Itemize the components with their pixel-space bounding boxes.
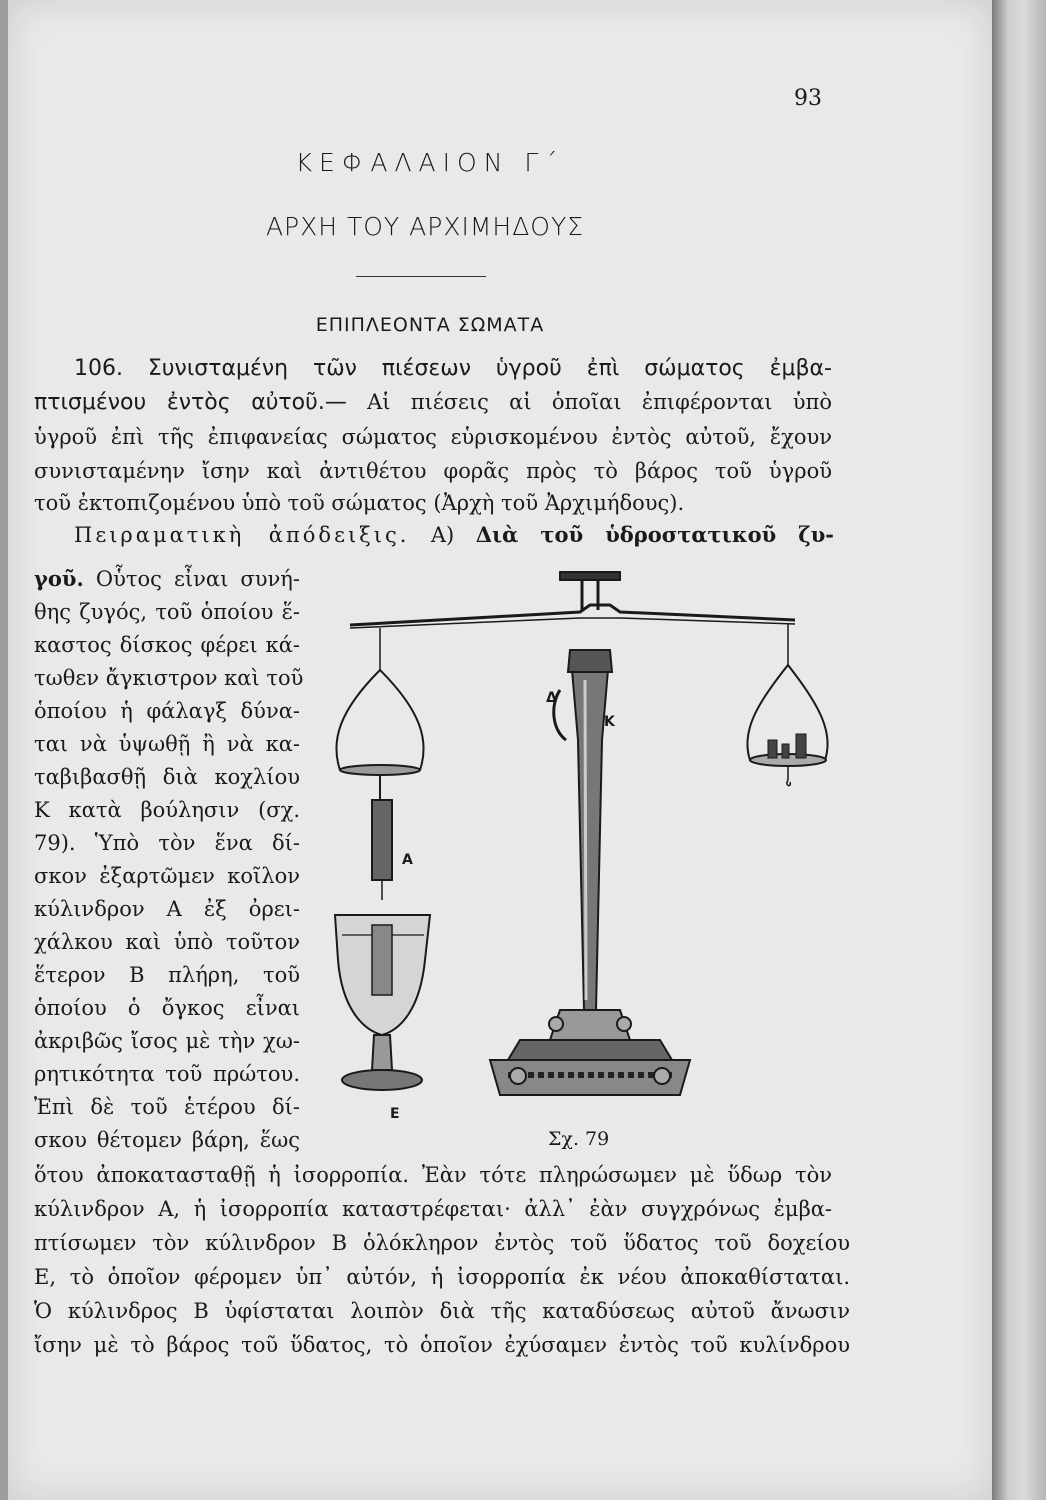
paragraph-line: Ὁ κύλινδρος Β ὑφίσταται λοιπὸν διὰ τῆς καταδύσεως αὐτοῦ ἄνωσιν — [34, 1299, 850, 1323]
paragraph-line: ἴσην μὲ τὸ βάρος τοῦ ὕδατος, τὸ ὁποῖον ἐχύσαμεν ἐντὸς τοῦ κυλίνδρου — [34, 1333, 850, 1357]
page-gutter — [0, 0, 8, 1500]
paragraph-line: ὁποίου ἡ φάλαγξ δύνα- — [34, 699, 300, 723]
paragraph-line — [34, 387, 832, 418]
paragraph-line: ἀκριβῶς ἴσος μὲ τὴν χω- — [34, 1029, 300, 1053]
paragraph-line: ὁποίου ὁ ὄγκος εἶναι — [34, 996, 300, 1020]
paragraph-line: τοῦ ἐκτοπιζομένου ὑπὸ τοῦ σώματος (Ἀρχὴ τοῦ Ἀρχιμήδους). — [34, 491, 685, 515]
figure-label-e: Ε — [390, 1106, 400, 1122]
paragraph-line: ταβιβασθῇ διὰ κοχλίου — [34, 765, 300, 789]
paragraph-line: τωθεν ἄγκιστρον καὶ τοῦ — [34, 666, 304, 690]
proof-part-a: Α) — [430, 523, 455, 547]
paragraph-line: χάλκου καὶ ὑπὸ τοῦτον — [34, 930, 300, 954]
paragraph-line: κύλινδρον Α ἐξ ὀρει- — [34, 897, 300, 921]
page-number: 93 — [794, 86, 822, 111]
paragraph-line: ὑγροῦ ἐπὶ τῆς ἐπιφανείας σώματος εὑρισκομένου ἐντὸς αὐτοῦ, ἔχουν — [34, 425, 832, 449]
paragraph-line: σκου θέτομεν βάρη, ἕως — [34, 1128, 300, 1152]
paragraph-line: ρητικότητα τοῦ πρώτου. — [34, 1062, 300, 1086]
proof-bold-title: Διὰ τοῦ ὑδροστατικοῦ ζυ- — [475, 522, 834, 547]
paragraph-line: Ἐπὶ δὲ τοῦ ἑτέρου δί- — [34, 1095, 300, 1119]
hydrostatic-balance-figure — [320, 540, 860, 1140]
paragraph-line: ὅτου ἀποκατασταθῇ ἡ ἰσορροπία. Ἐὰν τότε πληρώσωμεν μὲ ὕδωρ τὸν — [34, 1163, 832, 1187]
paragraph-line: ται νὰ ὑψωθῇ ἢ νὰ κα- — [34, 732, 300, 756]
narrow-line: Οὗτος εἶναι συνή- — [95, 567, 300, 591]
chapter-heading: ΚΕΦΑΛΑΙΟΝ Γ΄ — [295, 148, 565, 177]
paragraph-line: καστος δίσκος φέρει κά- — [34, 633, 300, 657]
paragraph-line: πτίσωμεν τὸν κύλινδρον Β ὁλόκληρον ἐντὸς τοῦ ὕδατος τοῦ δοχείου — [34, 1231, 850, 1255]
figure-label-delta: Δ — [546, 690, 557, 706]
paragraph-line: 79). Ὑπὸ τὸν ἕνα δί- — [34, 831, 300, 855]
section-heading-part2: πτισμένου ἐντὸς αὐτοῦ.— — [34, 390, 347, 415]
proof-label: Πειραματικὴ ἀπόδειξις. — [74, 523, 410, 547]
paragraph-line: Κ κατὰ βούλησιν (σχ. — [34, 798, 300, 822]
section-subheading: ΕΠΙΠΛΕΟΝΤΑ ΣΩΜΑΤΑ — [315, 314, 545, 336]
paragraph-line: κύλινδρον Α, ἡ ἰσορροπία καταστρέφεται· ἀλλ᾽ ἐὰν συγχρόνως ἐμβα- — [34, 1197, 832, 1221]
section-text: Αἱ πιέσεις αἱ ὁποῖαι ἐπιφέρονται ὑπὸ — [367, 390, 832, 414]
paragraph-line: θης ζυγός, τοῦ ὁποίου ἕ- — [34, 600, 300, 624]
paragraph-line: συνισταμένην ἴσην καὶ ἀντιθέτου φορᾶς πρὸς τὸ βάρος τοῦ ὑγροῦ — [34, 459, 832, 483]
paragraph-line: ἕτερον Β πλήρη, τοῦ — [34, 963, 300, 987]
figure-label-k: Κ — [604, 714, 615, 730]
section-heading-part1: 106. Συνισταμένη τῶν πιέσεων ὑγροῦ ἐπὶ σώματος ἐμβα- — [74, 356, 832, 381]
paragraph-line: Ε, τὸ ὁποῖον φέρομεν ὑπ᾽ αὐτόν, ἡ ἰσορροπία ἐκ νέου ἀποκαθίσταται. — [34, 1265, 850, 1289]
paragraph-line — [34, 564, 300, 594]
title-rule — [356, 276, 486, 277]
page-edge — [992, 0, 1046, 1500]
section-heading-line — [74, 354, 832, 384]
chapter-title: ΑΡΧΗ ΤΟΥ ΑΡΧΙΜΗΔΟΥΣ — [265, 212, 585, 241]
figure-label-a: Α — [402, 852, 413, 868]
paragraph-line: σκον ἐξαρτῶμεν κοῖλον — [34, 864, 300, 888]
proof-bold-end: γοῦ. — [34, 566, 84, 591]
figure-caption: Σχ. 79 — [548, 1128, 610, 1150]
